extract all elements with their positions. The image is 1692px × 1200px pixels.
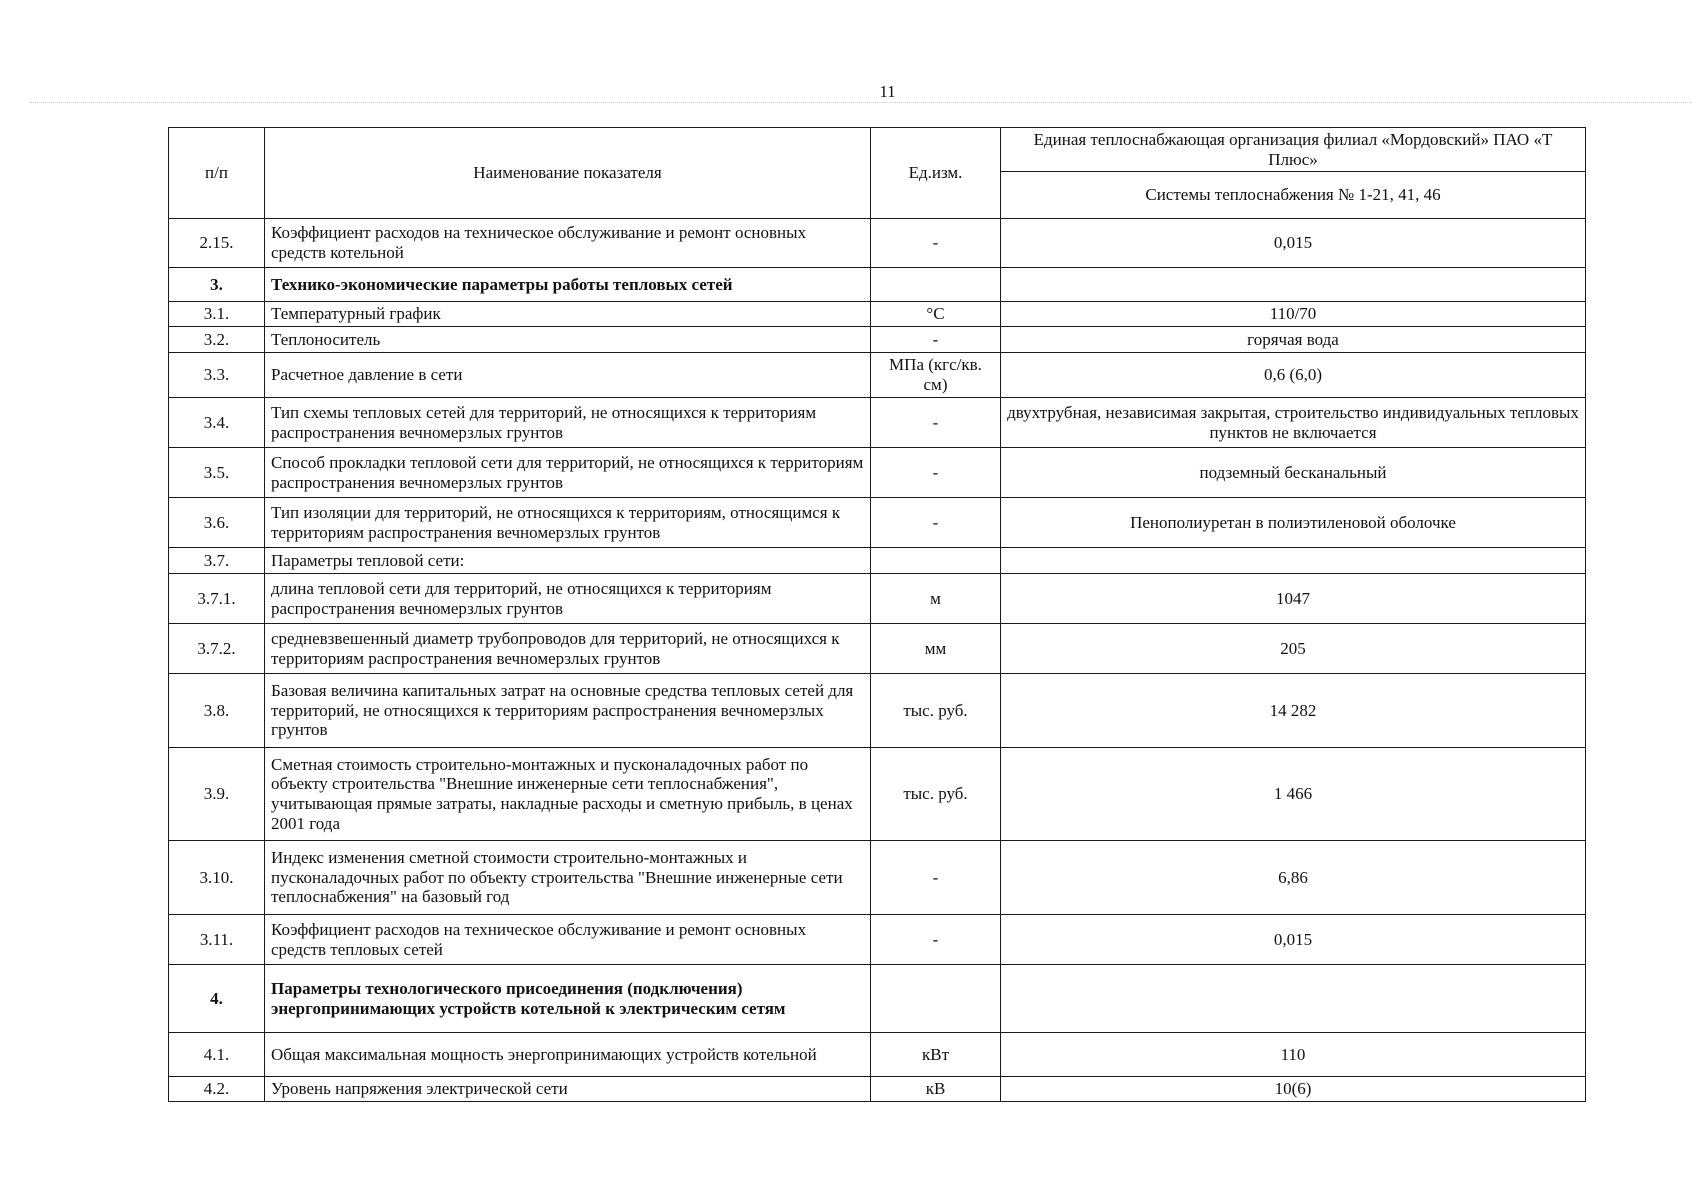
table-row	[169, 1077, 1586, 1102]
value-cell: 1 466	[1001, 748, 1586, 841]
row-number: 3.7.2.	[169, 624, 265, 674]
row-number: 3.2.	[169, 327, 265, 353]
table-row	[169, 748, 1586, 841]
unit-cell	[871, 268, 1001, 302]
value-cell: 0,015	[1001, 915, 1586, 965]
unit-cell	[871, 965, 1001, 1033]
col-unit-header: Ед.изм.	[871, 128, 1001, 219]
indicator-name: Параметры технологического присоединения (подключения) энергопринимающих устройств котельной к электрическим сетям	[265, 965, 871, 1033]
value-cell	[1001, 548, 1586, 574]
value-cell: 14 282	[1001, 674, 1586, 748]
table-row	[169, 1033, 1586, 1077]
value-cell: Пенополиуретан в полиэтиленовой оболочке	[1001, 498, 1586, 548]
value-cell: 110/70	[1001, 302, 1586, 327]
indicator-name: Коэффициент расходов на техническое обслуживание и ремонт основных средств тепловых сетей	[265, 915, 871, 965]
table-row	[169, 327, 1586, 353]
row-number: 3.	[169, 268, 265, 302]
row-number: 3.9.	[169, 748, 265, 841]
table-row	[169, 302, 1586, 327]
col-name-header: Наименование показателя	[265, 128, 871, 219]
indicator-name: Базовая величина капитальных затрат на основные средства тепловых сетей для территорий, не относящихся к территориям распространения вечномерзлых грунтов	[265, 674, 871, 748]
organization-header: Единая теплоснабжающая организация филиал «Мордовский» ПАО «Т Плюс»	[1001, 128, 1586, 172]
indicator-name: Тип схемы тепловых сетей для территорий, не относящихся к территориям распространения вечномерзлых грунтов	[265, 398, 871, 448]
row-number: 3.3.	[169, 353, 265, 398]
value-cell: 0,015	[1001, 219, 1586, 268]
indicator-name: Параметры тепловой сети:	[265, 548, 871, 574]
table-row	[169, 548, 1586, 574]
unit-cell: тыс. руб.	[871, 748, 1001, 841]
row-number: 3.8.	[169, 674, 265, 748]
indicator-name: Расчетное давление в сети	[265, 353, 871, 398]
table-row	[169, 841, 1586, 915]
unit-cell: м	[871, 574, 1001, 624]
unit-cell: -	[871, 219, 1001, 268]
row-number: 2.15.	[169, 219, 265, 268]
unit-cell: кВт	[871, 1033, 1001, 1077]
row-number: 3.11.	[169, 915, 265, 965]
systems-header: Системы теплоснабжения № 1-21, 41, 46	[1001, 172, 1586, 219]
row-number: 4.2.	[169, 1077, 265, 1102]
table-row	[169, 219, 1586, 268]
value-cell: подземный бесканальный	[1001, 448, 1586, 498]
value-cell	[1001, 965, 1586, 1033]
indicator-name: Тип изоляции для территорий, не относящихся к территориям, относящимся к территориям распространения вечномерзлых грунтов	[265, 498, 871, 548]
unit-cell: -	[871, 841, 1001, 915]
value-cell: 6,86	[1001, 841, 1586, 915]
indicator-name: Индекс изменения сметной стоимости строительно-монтажных и пусконаладочных работ по объекту строительства "Внешние инженерные сети теплоснабжения" на базовый год	[265, 841, 871, 915]
value-cell: 110	[1001, 1033, 1586, 1077]
indicator-name: длина тепловой сети для территорий, не относящихся к территориям распространения вечномерзлых грунтов	[265, 574, 871, 624]
indicator-name: Температурный график	[265, 302, 871, 327]
page-number: 11	[879, 82, 896, 101]
unit-cell: МПа (кгс/кв. см)	[871, 353, 1001, 398]
indicator-name: Технико-экономические параметры работы тепловых сетей	[265, 268, 871, 302]
table-row	[169, 915, 1586, 965]
row-number: 3.7.1.	[169, 574, 265, 624]
table-row	[169, 448, 1586, 498]
value-cell	[1001, 268, 1586, 302]
header-row	[169, 128, 1586, 172]
row-number: 4.1.	[169, 1033, 265, 1077]
table-row	[169, 965, 1586, 1033]
row-number: 3.6.	[169, 498, 265, 548]
row-number: 3.4.	[169, 398, 265, 448]
indicator-name: Уровень напряжения электрической сети	[265, 1077, 871, 1102]
table-body	[169, 219, 1586, 1102]
table-row	[169, 624, 1586, 674]
value-cell: 0,6 (6,0)	[1001, 353, 1586, 398]
row-number: 3.10.	[169, 841, 265, 915]
table-row	[169, 574, 1586, 624]
indicator-name: Способ прокладки тепловой сети для территорий, не относящихся к территориям распространения вечномерзлых грунтов	[265, 448, 871, 498]
unit-cell: мм	[871, 624, 1001, 674]
table-row	[169, 498, 1586, 548]
value-cell: 1047	[1001, 574, 1586, 624]
unit-cell: кВ	[871, 1077, 1001, 1102]
unit-cell: °С	[871, 302, 1001, 327]
unit-cell	[871, 548, 1001, 574]
parameters-table	[168, 127, 1586, 1102]
table-row	[169, 353, 1586, 398]
indicator-name: Коэффициент расходов на техническое обслуживание и ремонт основных средств котельной	[265, 219, 871, 268]
row-number: 4.	[169, 965, 265, 1033]
indicator-name: Сметная стоимость строительно-монтажных и пусконаладочных работ по объекту строительства "Внешние инженерные сети теплоснабжения", учитывающая прямые затраты, накладные расходы и сметную прибыль, в ценах 2001 года	[265, 748, 871, 841]
page-rule	[30, 102, 1692, 103]
unit-cell: -	[871, 498, 1001, 548]
unit-cell: -	[871, 448, 1001, 498]
unit-cell: -	[871, 327, 1001, 353]
value-cell: двухтрубная, независимая закрытая, строительство индивидуальных тепловых пунктов не включается	[1001, 398, 1586, 448]
unit-cell: -	[871, 915, 1001, 965]
indicator-name: средневзвешенный диаметр трубопроводов для территорий, не относящихся к территориям распространения вечномерзлых грунтов	[265, 624, 871, 674]
table-row	[169, 268, 1586, 302]
indicator-name: Теплоноситель	[265, 327, 871, 353]
value-cell: 205	[1001, 624, 1586, 674]
value-cell: 10(6)	[1001, 1077, 1586, 1102]
unit-cell: тыс. руб.	[871, 674, 1001, 748]
table-row	[169, 398, 1586, 448]
value-cell: горячая вода	[1001, 327, 1586, 353]
table-row	[169, 674, 1586, 748]
indicator-name: Общая максимальная мощность энергопринимающих устройств котельной	[265, 1033, 871, 1077]
unit-cell: -	[871, 398, 1001, 448]
row-number: 3.7.	[169, 548, 265, 574]
row-number: 3.1.	[169, 302, 265, 327]
col-num-header: п/п	[169, 128, 265, 219]
row-number: 3.5.	[169, 448, 265, 498]
